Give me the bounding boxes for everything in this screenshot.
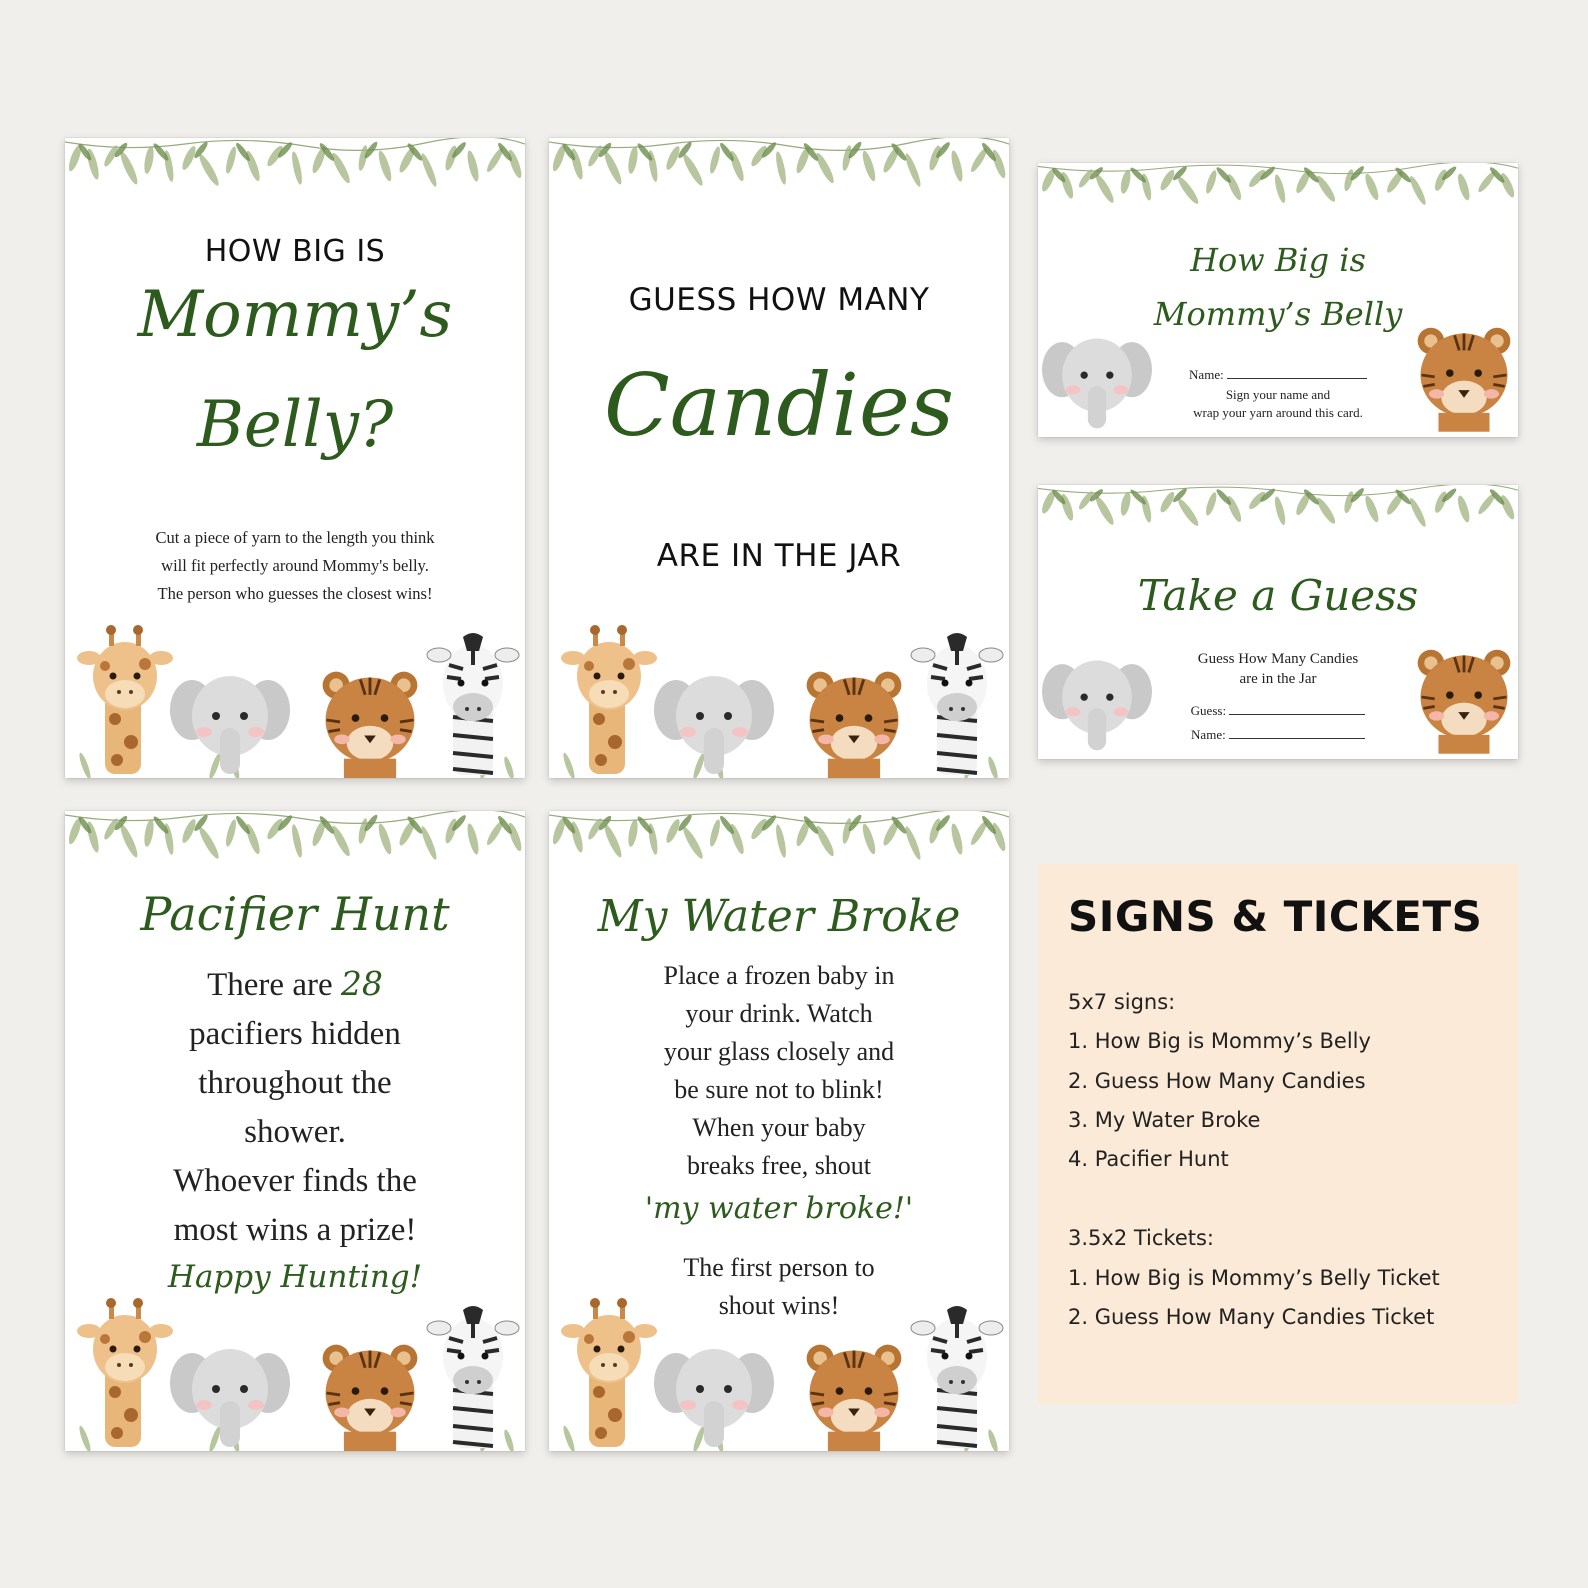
panel-sign-item: 2. Guess How Many Candies: [1068, 1069, 1366, 1093]
panel-sign-item: 3. My Water Broke: [1068, 1108, 1261, 1132]
pacifier-sign-title: Pacifier Hunt: [140, 887, 450, 941]
elephant-icon: [170, 1349, 290, 1447]
tiger-icon: [1412, 313, 1516, 437]
leaf-garland-icon: [65, 138, 525, 208]
leaf-garland-icon: [1038, 485, 1518, 545]
belly-ticket-instr1: Sign your name and: [1225, 387, 1331, 402]
giraffe-icon: [77, 1298, 173, 1447]
panel-title: SIGNS & TICKETS: [1068, 892, 1483, 941]
elephant-icon: [654, 1349, 774, 1447]
water-sign-line: Place a frozen baby in: [663, 961, 895, 990]
giraffe-icon: [561, 1298, 657, 1447]
water-sign-end-line: shout wins!: [718, 1291, 840, 1320]
belly-sign-body: [65, 524, 525, 608]
zebra-icon: [427, 633, 519, 775]
tiger-icon: [323, 672, 418, 778]
tiger-icon: [1412, 635, 1516, 759]
giraffe-icon: [561, 625, 657, 774]
belly-ticket-name-label: Name:: [1189, 367, 1224, 382]
belly-ticket-title2: Mommy’s Belly: [1153, 295, 1403, 333]
water-sign-line: When your baby: [692, 1113, 866, 1142]
candies-sign-line1: GUESS HOW MANY: [628, 282, 930, 318]
belly-ticket-name-field[interactable]: [1227, 378, 1367, 379]
pacifier-sign-body: [65, 959, 525, 1255]
guess-ticket-name-field[interactable]: [1229, 738, 1365, 739]
guess-ticket-sub1: Guess How Many Candies: [1197, 651, 1359, 667]
panel-sign-item: 1. How Big is Mommy’s Belly: [1068, 1029, 1371, 1053]
belly-ticket-card: [1038, 163, 1518, 437]
safari-animals-illustration: [65, 1291, 525, 1451]
pacifier-sign-line: Whoever finds the: [173, 1163, 417, 1199]
pacifier-sign-count: 28: [340, 964, 383, 1003]
leaf-garland-icon: [65, 811, 525, 881]
belly-sign-body-line: will fit perfectly around Mommy's belly.: [161, 556, 429, 575]
belly-sign-card: [65, 138, 525, 778]
panel-ticket-item: 1. How Big is Mommy’s Belly Ticket: [1068, 1266, 1440, 1290]
belly-sign-line3: Belly?: [196, 388, 394, 462]
leaf-garland-icon: [549, 811, 1009, 881]
pacifier-sign-line: shower.: [244, 1114, 346, 1150]
panel-tickets-heading: 3.5x2 Tickets:: [1068, 1226, 1215, 1250]
pacifier-sign-card: [65, 811, 525, 1451]
guess-ticket-name-label: Name:: [1191, 727, 1226, 742]
belly-sign-line2: Mommy’s: [137, 278, 453, 352]
panel-ticket-item: 2. Guess How Many Candies Ticket: [1068, 1305, 1435, 1329]
pacifier-sign-closing: Happy Hunting!: [167, 1259, 423, 1295]
belly-sign-body-line: The person who guesses the closest wins!: [157, 584, 433, 603]
panel-signs-heading: 5x7 signs:: [1068, 990, 1176, 1014]
elephant-icon: [654, 676, 774, 774]
pacifier-sign-line: [65, 959, 525, 1010]
candies-sign-card: [549, 138, 1009, 778]
safari-animals-illustration: [65, 618, 525, 778]
tiger-icon: [323, 1345, 418, 1451]
elephant-icon: [170, 676, 290, 774]
elephant-icon: [1042, 639, 1152, 759]
belly-ticket-title1: How Big is: [1190, 241, 1366, 279]
water-sign-title: My Water Broke: [597, 891, 961, 942]
guess-ticket-title: Take a Guess: [1137, 571, 1419, 620]
water-sign-card: [549, 811, 1009, 1451]
belly-sign-body-line: Cut a piece of yarn to the length you think: [155, 528, 435, 547]
giraffe-icon: [77, 625, 173, 774]
leaf-garland-icon: [1038, 163, 1518, 223]
water-sign-line: your glass closely and: [663, 1037, 895, 1066]
zebra-icon: [911, 633, 1003, 775]
water-sign-line: breaks free, shout: [686, 1151, 872, 1180]
elephant-icon: [1042, 317, 1152, 437]
water-sign-end-line: The first person to: [683, 1253, 875, 1282]
safari-animals-illustration: [549, 618, 1009, 778]
guess-ticket-guess-field[interactable]: [1229, 714, 1365, 715]
pacifier-sign-line: most wins a prize!: [173, 1212, 417, 1248]
candies-sign-line3: ARE IN THE JAR: [656, 538, 902, 574]
water-sign-line: your drink. Watch: [685, 999, 873, 1028]
zebra-icon: [911, 1306, 1003, 1448]
water-sign-body: [549, 957, 1009, 1185]
belly-sign-line1: HOW BIG IS: [204, 234, 386, 269]
panel-sign-item: 4. Pacifier Hunt: [1068, 1147, 1229, 1171]
water-sign-line: be sure not to blink!: [674, 1075, 884, 1104]
tiger-icon: [807, 672, 902, 778]
candies-sign-line2: Candies: [603, 356, 955, 456]
signs-tickets-panel: [1038, 864, 1518, 1404]
zebra-icon: [427, 1306, 519, 1448]
tiger-icon: [807, 1345, 902, 1451]
guess-ticket-sub2: are in the Jar: [1239, 671, 1317, 687]
pacifier-sign-line1a: There are: [207, 967, 333, 1003]
pacifier-sign-line: pacifiers hidden: [189, 1016, 401, 1052]
pacifier-sign-line: throughout the: [198, 1065, 392, 1101]
guess-ticket-card: [1038, 485, 1518, 759]
leaf-garland-icon: [549, 138, 1009, 208]
belly-ticket-instr2: wrap your yarn around this card.: [1193, 405, 1363, 420]
guess-ticket-guess-label: Guess:: [1190, 703, 1227, 718]
safari-animals-illustration: [549, 1291, 1009, 1451]
water-sign-shout: 'my water broke!': [644, 1191, 914, 1226]
